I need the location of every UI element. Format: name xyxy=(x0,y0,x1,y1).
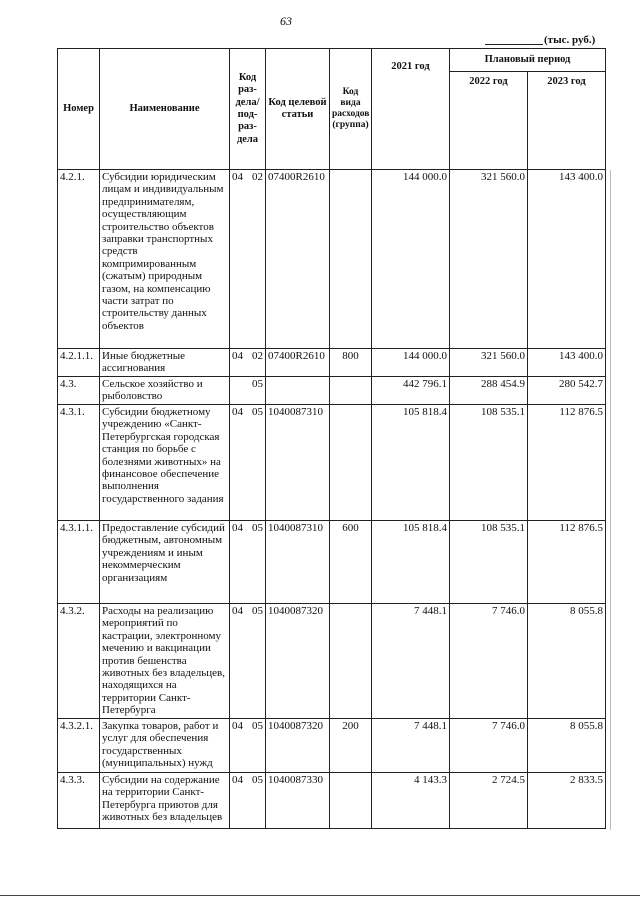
row-target-code: 1040087310 xyxy=(266,405,330,521)
row-target-code xyxy=(266,377,330,405)
row-name: Предоставление субсидий бюджетным, автономным учреждениям и иным некоммерческим организациям xyxy=(100,521,230,604)
row-name: Субсидии бюджетному учреждению «Санкт-Петербургская городская станция по борьбе с болезнями животных» на финансовое обеспечение выполнения государственного задания xyxy=(100,405,230,521)
page-bottom-rule xyxy=(0,895,640,896)
table-row xyxy=(58,719,606,773)
row-name: Сельское хозяйство и рыболовство xyxy=(100,377,230,405)
budget-table xyxy=(57,48,606,829)
header-year-2021: 2021 год xyxy=(372,49,450,170)
table-row xyxy=(58,170,606,349)
row-number: 4.2.1.1. xyxy=(58,349,100,377)
row-2023: 8 055.8 xyxy=(528,604,606,719)
row-2022: 321 560.0 xyxy=(450,170,528,349)
header-year-2022: 2022 год xyxy=(450,71,528,169)
table-header xyxy=(58,49,606,170)
table-row xyxy=(58,405,606,521)
row-2022: 7 746.0 xyxy=(450,719,528,773)
row-target-code: 1040087320 xyxy=(266,604,330,719)
table-row xyxy=(58,773,606,829)
row-number: 4.2.1. xyxy=(58,170,100,349)
row-2022: 108 535.1 xyxy=(450,521,528,604)
row-number: 4.3.2.1. xyxy=(58,719,100,773)
scan-edge-line xyxy=(610,170,611,830)
table-row xyxy=(58,377,606,405)
row-2021: 7 448.1 xyxy=(372,604,450,719)
row-number: 4.3.3. xyxy=(58,773,100,829)
units-label: (тыс. руб.) xyxy=(544,34,596,46)
row-kind-code: 200 xyxy=(330,719,372,773)
row-2022: 321 560.0 xyxy=(450,349,528,377)
row-target-code: 07400R2610 xyxy=(266,170,330,349)
row-section-code: 04 05 xyxy=(230,773,266,829)
row-name: Расходы на реализацию мероприятий по кастрации, электронному мечению и вакцинации против бешенства животных без владельцев, находящихся на территории Санкт-Петербурга xyxy=(100,604,230,719)
row-target-code: 1040087330 xyxy=(266,773,330,829)
row-kind-code xyxy=(330,773,372,829)
row-name: Субсидии на содержание на территории Санкт-Петербурга приютов для животных без владельцев xyxy=(100,773,230,829)
row-2021: 144 000.0 xyxy=(372,349,450,377)
row-2021: 4 143.3 xyxy=(372,773,450,829)
row-2023: 143 400.0 xyxy=(528,170,606,349)
row-2021: 7 448.1 xyxy=(372,719,450,773)
row-number: 4.3.2. xyxy=(58,604,100,719)
table-row xyxy=(58,349,606,377)
row-section-code: 04 05 xyxy=(230,405,266,521)
header-name: Наименование xyxy=(100,49,230,170)
header-year-2023: 2023 год xyxy=(528,71,606,169)
row-name: Закупка товаров, работ и услуг для обеспечения государственных (муниципальных) нужд xyxy=(100,719,230,773)
header-planned-period: Плановый период xyxy=(450,49,606,72)
header-target-code: Код целевой статьи xyxy=(266,49,330,170)
row-kind-code: 600 xyxy=(330,521,372,604)
row-section-code: 04 05 xyxy=(230,719,266,773)
row-target-code: 1040087320 xyxy=(266,719,330,773)
row-2021: 105 818.4 xyxy=(372,521,450,604)
table-row xyxy=(58,521,606,604)
row-2023: 112 876.5 xyxy=(528,405,606,521)
row-2021: 144 000.0 xyxy=(372,170,450,349)
row-section-code: 04 05 xyxy=(230,604,266,719)
header-expense-kind-code: Код вида расходов (группа) xyxy=(330,49,372,170)
table-row xyxy=(58,604,606,719)
units-underline xyxy=(485,44,543,45)
row-section-code: 05 xyxy=(230,377,266,405)
row-kind-code xyxy=(330,405,372,521)
row-2022: 7 746.0 xyxy=(450,604,528,719)
row-target-code: 07400R2610 xyxy=(266,349,330,377)
row-kind-code xyxy=(330,377,372,405)
row-2023: 143 400.0 xyxy=(528,349,606,377)
row-section-code: 04 02 xyxy=(230,349,266,377)
row-2022: 108 535.1 xyxy=(450,405,528,521)
row-section-code: 04 02 xyxy=(230,170,266,349)
row-name: Иные бюджетные ассигнования xyxy=(100,349,230,377)
row-2021: 105 818.4 xyxy=(372,405,450,521)
header-section-code: Код раз-дела/ под-раз-дела xyxy=(230,49,266,170)
row-kind-code xyxy=(330,170,372,349)
row-section-code: 04 05 xyxy=(230,521,266,604)
row-target-code: 1040087310 xyxy=(266,521,330,604)
row-number: 4.3.1.1. xyxy=(58,521,100,604)
row-2022: 288 454.9 xyxy=(450,377,528,405)
row-2021: 442 796.1 xyxy=(372,377,450,405)
row-2023: 112 876.5 xyxy=(528,521,606,604)
page-number: 63 xyxy=(280,14,292,28)
row-2023: 280 542.7 xyxy=(528,377,606,405)
row-number: 4.3. xyxy=(58,377,100,405)
row-name: Субсидии юридическим лицам и индивидуальным предпринимателям, осуществляющим строительство объектов заправки транспортных средств компримированным (сжатым) природным газом, на компенсацию части затрат по строительству данных объектов xyxy=(100,170,230,349)
row-kind-code xyxy=(330,604,372,719)
row-kind-code: 800 xyxy=(330,349,372,377)
row-2023: 2 833.5 xyxy=(528,773,606,829)
row-number: 4.3.1. xyxy=(58,405,100,521)
row-2023: 8 055.8 xyxy=(528,719,606,773)
row-2022: 2 724.5 xyxy=(450,773,528,829)
header-number: Номер xyxy=(58,49,100,170)
